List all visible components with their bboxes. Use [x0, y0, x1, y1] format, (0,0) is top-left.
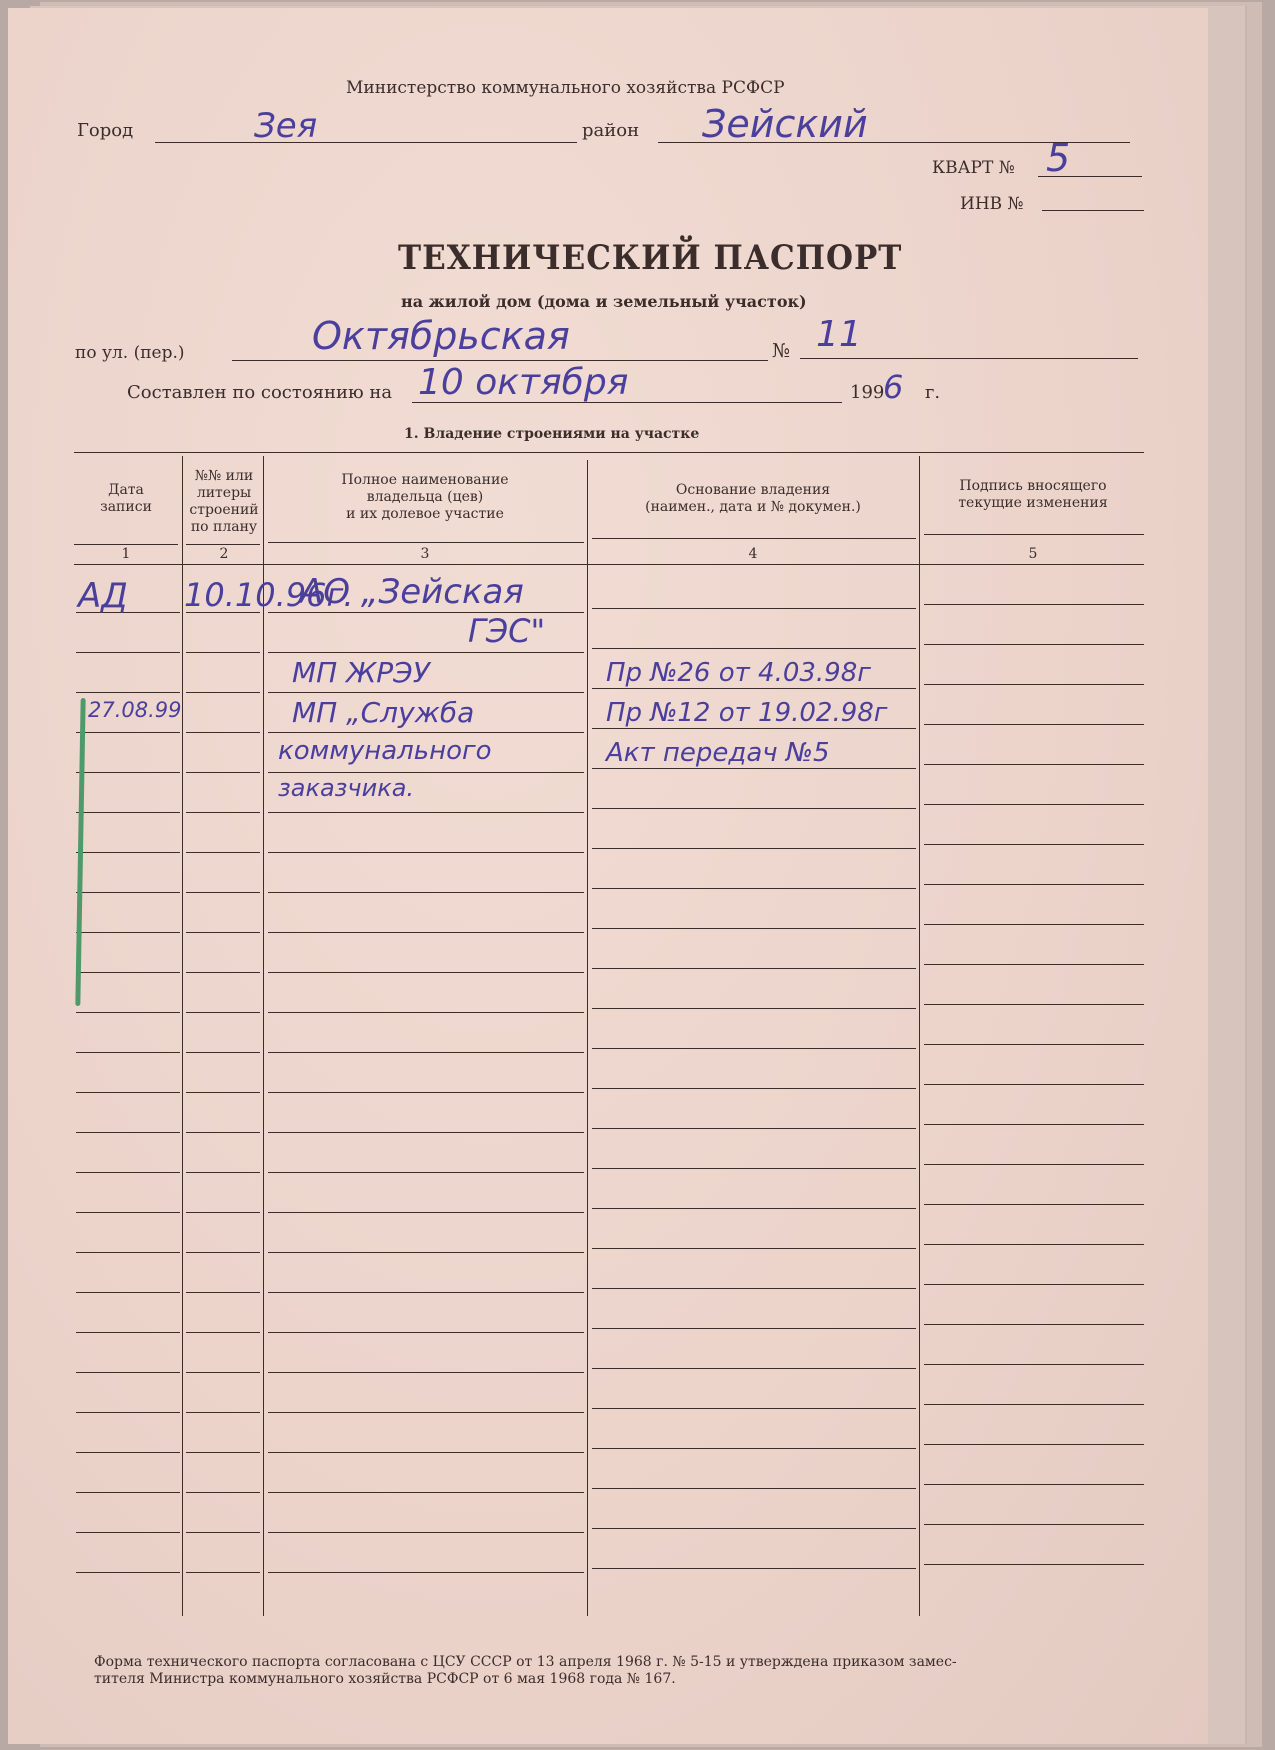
table-top-border [74, 452, 1144, 453]
header-underline-1 [74, 544, 178, 545]
ledger-row-line [924, 1244, 1144, 1245]
district-label: район [582, 120, 640, 141]
column-header-signature: Подпись вносящего текущие изменения [958, 478, 1108, 511]
kvart-value: 5 [1046, 136, 1071, 180]
ledger-row-line [186, 1212, 260, 1213]
header-underline-2 [186, 544, 260, 545]
ledger-row-line [924, 1004, 1144, 1005]
ledger-row-line [268, 972, 584, 973]
ledger-row-line [592, 1568, 916, 1569]
ledger-row-line [186, 812, 260, 813]
ledger-row-line [186, 1332, 260, 1333]
ledger-row-line [268, 1532, 584, 1533]
ledger-row-line [592, 1448, 916, 1449]
column-number-5: 5 [1028, 546, 1038, 562]
ledger-row-line [592, 1408, 916, 1409]
ledger-row-line [592, 648, 916, 649]
ledger-row-line [186, 1452, 260, 1453]
house-number-value: 11 [816, 314, 862, 355]
document-title: ТЕХНИЧЕСКИЙ ПАСПОРТ [398, 238, 903, 278]
ledger-row-line [186, 892, 260, 893]
ledger-row-line [186, 1092, 260, 1093]
street-label: по ул. (пер.) [75, 343, 185, 363]
ledger-row-line [924, 1484, 1144, 1485]
ledger-row-line [76, 892, 180, 893]
street-value: Октябрьская [312, 314, 570, 358]
city-value: Зея [254, 106, 318, 146]
ledger-row-line [186, 1252, 260, 1253]
ledger-row-line [592, 1008, 916, 1009]
column-header-owner: Полное наименование владельца (цев) и их долевое участие [341, 472, 509, 522]
ledger-row-line [76, 1372, 180, 1373]
entry-r3-basis: Пр №26 от 4.03.98г [606, 658, 871, 688]
ledger-row-line [76, 652, 180, 653]
ledger-row-line [924, 1324, 1144, 1325]
ledger-row-line [924, 1564, 1144, 1565]
ledger-row-line [268, 1492, 584, 1493]
column-header-date: Дата записи [100, 482, 152, 515]
ledger-row-line [76, 1252, 180, 1253]
inv-label: ИНВ № [960, 194, 1024, 214]
ledger-row-line [924, 1084, 1144, 1085]
ledger-row-line [76, 1412, 180, 1413]
ledger-row-line [924, 1164, 1144, 1165]
state-date-value: 10 октября [418, 362, 629, 403]
column-divider-3 [587, 460, 588, 1616]
street-line [232, 360, 768, 361]
city-line [155, 142, 577, 143]
entry-r5-owner: коммунального [278, 736, 492, 766]
ledger-row-line [592, 1088, 916, 1089]
ledger-row-line [592, 1528, 916, 1529]
house-number-label: № [772, 340, 790, 362]
ledger-row-line [592, 1488, 916, 1489]
entry-r2-owner: ГЭС" [468, 612, 546, 650]
ledger-row-line [268, 1132, 584, 1133]
ledger-row-line [924, 1444, 1144, 1445]
ledger-row-line [592, 928, 916, 929]
header-bottom-border [74, 564, 1144, 565]
entry-r6-owner: заказчика. [278, 774, 415, 802]
ledger-row-line [76, 1492, 180, 1493]
ledger-row-line [592, 808, 916, 809]
ledger-row-line [76, 732, 180, 733]
ledger-row-line [592, 768, 916, 769]
ledger-row-line [76, 1532, 180, 1533]
column-divider-4 [919, 456, 920, 1616]
ledger-row-line [924, 1124, 1144, 1125]
ledger-row-line [924, 844, 1144, 845]
city-label: Город [77, 120, 134, 141]
kvart-label: КВАРТ № [932, 158, 1015, 178]
ledger-row-line [592, 1368, 916, 1369]
ledger-row-line [186, 932, 260, 933]
ledger-row-line [268, 1212, 584, 1213]
ledger-row-line [186, 652, 260, 653]
ledger-row-line [268, 1572, 584, 1573]
state-date-label: Составлен по состоянию на [127, 382, 393, 403]
ledger-row-line [924, 1044, 1144, 1045]
ledger-row-line [592, 848, 916, 849]
ledger-row-line [268, 892, 584, 893]
ledger-row-line [924, 1404, 1144, 1405]
ledger-row-line [924, 1284, 1144, 1285]
footer-line-2: тителя Министра коммунального хозяйства РСФСР от 6 мая 1968 года № 167. [94, 1671, 676, 1687]
ledger-row-line [76, 932, 180, 933]
entry-r5-basis: Акт передач №5 [606, 738, 830, 768]
year-prefix: 199 [850, 382, 885, 403]
ledger-row-line [924, 644, 1144, 645]
ledger-row-line [592, 728, 916, 729]
ledger-row-line [268, 692, 584, 693]
section-title: 1. Владение строениями на участке [404, 426, 700, 442]
entry-r4-basis: Пр №12 от 19.02.98г [606, 698, 888, 728]
ledger-row-line [186, 732, 260, 733]
ledger-row-line [268, 1252, 584, 1253]
ledger-row-line [592, 888, 916, 889]
ledger-row-line [76, 1452, 180, 1453]
ledger-row-line [76, 1572, 180, 1573]
ledger-row-line [592, 608, 916, 609]
ledger-row-line [268, 732, 584, 733]
ledger-row-line [186, 1052, 260, 1053]
ledger-row-line [268, 1092, 584, 1093]
entry-r4-owner: МП „Служба [292, 696, 475, 729]
ledger-row-line [268, 772, 584, 773]
ledger-row-line [268, 852, 584, 853]
ledger-row-line [268, 1332, 584, 1333]
ledger-row-line [76, 852, 180, 853]
passport-page [8, 8, 1208, 1744]
ledger-row-line [76, 772, 180, 773]
ledger-row-line [186, 1412, 260, 1413]
ledger-row-line [186, 972, 260, 973]
ledger-row-line [186, 772, 260, 773]
ledger-row-line [268, 1372, 584, 1373]
ledger-row-line [268, 1012, 584, 1013]
inv-line [1042, 210, 1144, 211]
ledger-row-line [592, 968, 916, 969]
ledger-row-line [186, 1172, 260, 1173]
ministry-heading: Министерство коммунального хозяйства РСФСР [346, 78, 785, 98]
ledger-row-line [186, 1492, 260, 1493]
ledger-row-line [76, 692, 180, 693]
district-value: Зейский [702, 102, 868, 146]
ledger-row-line [186, 1372, 260, 1373]
ledger-row-line [76, 1172, 180, 1173]
ledger-row-line [924, 684, 1144, 685]
entry-r4-date: 27.08.99 [88, 698, 182, 722]
ledger-row-line [186, 1132, 260, 1133]
ledger-row-line [76, 1092, 180, 1093]
column-number-3: 3 [420, 546, 430, 562]
ledger-row-line [76, 1292, 180, 1293]
ledger-row-line [924, 1364, 1144, 1365]
column-number-2: 2 [219, 546, 229, 562]
year-value: 6 [883, 368, 904, 406]
ledger-row-line [268, 1452, 584, 1453]
ledger-row-line [924, 1204, 1144, 1205]
ledger-row-line [268, 932, 584, 933]
ledger-row-line [592, 1328, 916, 1329]
ledger-row-line [924, 764, 1144, 765]
ledger-row-line [268, 1292, 584, 1293]
ledger-row-line [76, 1012, 180, 1013]
ledger-row-line [268, 652, 584, 653]
ledger-row-line [592, 1208, 916, 1209]
ledger-row-line [186, 1292, 260, 1293]
ledger-row-line [592, 1288, 916, 1289]
ledger-row-line [76, 972, 180, 973]
entry-r1-initials: АД [78, 576, 128, 616]
ledger-row-line [592, 1128, 916, 1129]
ledger-row-line [76, 1332, 180, 1333]
ledger-row-line [76, 1212, 180, 1213]
entry-r3-owner: МП ЖРЭУ [292, 656, 430, 689]
ledger-row-line [592, 1048, 916, 1049]
ledger-row-line [592, 688, 916, 689]
ledger-row-line [924, 964, 1144, 965]
ledger-row-line [924, 604, 1144, 605]
ledger-row-line [186, 692, 260, 693]
ledger-row-line [592, 1168, 916, 1169]
document-subtitle: на жилой дом (дома и земельный участок) [401, 292, 807, 311]
ledger-row-line [76, 812, 180, 813]
ledger-row-line [924, 884, 1144, 885]
header-underline-3 [268, 542, 584, 543]
footer-line-1: Форма технического паспорта согласована с ЦСУ СССР от 13 апреля 1968 г. № 5-15 и утверждена приказом замес- [94, 1654, 957, 1670]
ledger-row-line [268, 1052, 584, 1053]
ledger-row-line [76, 1132, 180, 1133]
ledger-row-line [186, 1572, 260, 1573]
header-underline-4 [592, 538, 916, 539]
house-number-line [800, 358, 1138, 359]
footer-note [94, 1654, 1134, 1688]
entry-r1-date: 10.10.96г. [184, 576, 354, 614]
column-header-building: №№ или литеры строений по плану [189, 468, 259, 535]
column-header-basis: Основание владения (наимен., дата и № докумен.) [645, 482, 861, 515]
year-suffix: г. [925, 382, 941, 403]
ledger-row-line [924, 1524, 1144, 1525]
header-underline-5 [924, 534, 1144, 535]
ledger-row-line [186, 1532, 260, 1533]
ledger-row-line [268, 1172, 584, 1173]
column-divider-1 [182, 456, 183, 1616]
column-divider-2 [263, 456, 264, 1616]
ledger-row-line [186, 852, 260, 853]
ledger-row-line [924, 924, 1144, 925]
column-number-4: 4 [748, 546, 758, 562]
ledger-row-line [268, 812, 584, 813]
ledger-row-line [186, 1012, 260, 1013]
ledger-row-line [924, 804, 1144, 805]
ledger-row-line [924, 724, 1144, 725]
ledger-row-line [268, 1412, 584, 1413]
column-number-1: 1 [121, 546, 131, 562]
ledger-row-line [76, 1052, 180, 1053]
entry-r1-owner: АО „Зейская [300, 572, 524, 612]
ledger-row-line [592, 1248, 916, 1249]
